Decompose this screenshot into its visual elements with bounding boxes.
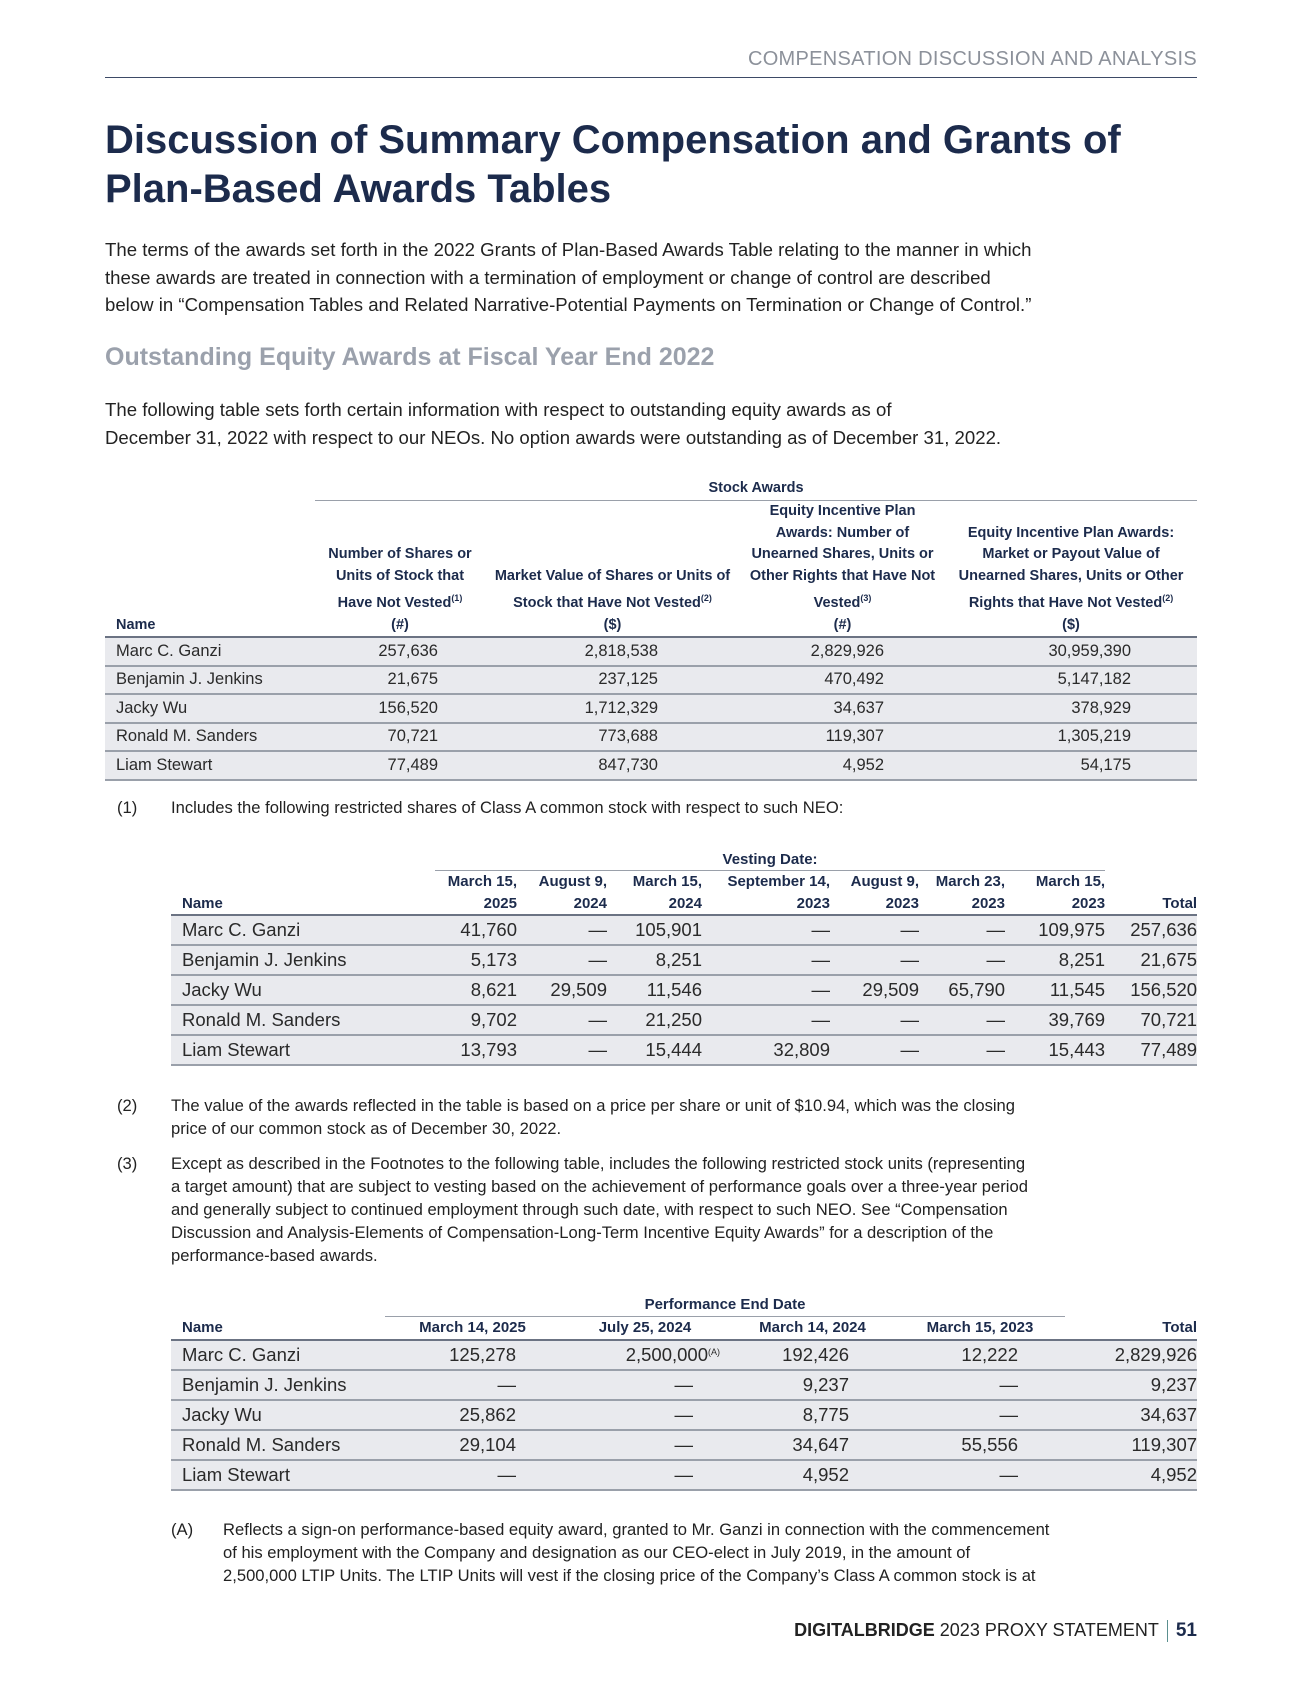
- row-name: Jacky Wu: [171, 975, 435, 1005]
- row-name: Liam Stewart: [105, 751, 315, 780]
- cell-value: 2,818,538: [485, 637, 740, 666]
- cell-value: —: [702, 975, 830, 1005]
- cell-value: [730, 1340, 895, 1370]
- cell-value: [1065, 1430, 1197, 1460]
- paragraph-line: The following table sets forth certain information with respect to outstanding equity awards as of: [105, 399, 892, 420]
- header-line: 2023: [1071, 894, 1106, 912]
- column-header: [702, 871, 830, 916]
- cell-value: [385, 1460, 560, 1490]
- footnote-line: and generally subject to continued employment through such date, with respect to such NEO. See “Compensation: [171, 1200, 1008, 1219]
- footnote-line: 2,500,000 LTIP Units. The LTIP Units will vest if the closing price of the Company’s Class A common stock is at: [223, 1566, 1036, 1585]
- page-footer: [794, 1620, 1197, 1642]
- cell-text: —: [999, 1374, 1019, 1395]
- footnote-marker: (2): [117, 1096, 138, 1115]
- cell-text: —: [674, 1404, 693, 1425]
- cell-text: Jacky Wu: [182, 1404, 262, 1425]
- cell-value: 109,975: [1005, 915, 1105, 945]
- footnote-ref: (A): [708, 1347, 720, 1357]
- cell-value: —: [702, 915, 830, 945]
- cell-value: 41,760: [435, 915, 517, 945]
- footnote-line: price of our common stock as of December 30, 2022.: [171, 1119, 562, 1138]
- cell-value: 21,250: [607, 1005, 702, 1035]
- cell-value: [895, 1370, 1065, 1400]
- cell-value: 34,637: [740, 694, 945, 723]
- footnote-3: [117, 1153, 1197, 1273]
- footnote-marker: (A): [171, 1520, 194, 1539]
- cell-value: 11,546: [607, 975, 702, 1005]
- column-header: [1005, 871, 1105, 916]
- column-header: [517, 871, 607, 916]
- cell-text: —: [497, 1464, 516, 1485]
- header-rule: [105, 77, 1197, 78]
- cell-text: 29,104: [459, 1434, 516, 1455]
- row-name: Benjamin J. Jenkins: [171, 945, 435, 975]
- footnote-line: Reflects a sign-on performance-based equity award, granted to Mr. Ganzi in connection with the commencement: [223, 1520, 1050, 1539]
- cell-value: [560, 1430, 730, 1460]
- header-line: March 15,: [632, 873, 702, 890]
- cell-value: —: [919, 945, 1005, 975]
- column-header: March 15, 2023: [895, 1317, 1065, 1341]
- table-row: [171, 975, 1197, 1005]
- footnote-ref: (2): [700, 592, 712, 603]
- header-line: 2023: [971, 894, 1005, 912]
- cell-text: —: [674, 1374, 693, 1395]
- header-line: 2023: [796, 894, 830, 912]
- header-line: August 9,: [850, 873, 919, 890]
- footnote-line: a target amount) that are subject to vesting based on the achievement of performance goals over a three-year period: [171, 1177, 1028, 1196]
- row-name: [171, 1400, 385, 1430]
- cell-value: —: [919, 1035, 1005, 1065]
- group-header-performance-end-date: Performance End Date: [385, 1292, 1065, 1317]
- row-name: Ronald M. Sanders: [105, 723, 315, 752]
- restricted-shares-vesting-table: [171, 848, 1197, 1066]
- cell-text: 34,637: [1140, 1404, 1198, 1425]
- cell-value: [895, 1340, 1065, 1370]
- table-row: [171, 1370, 1197, 1400]
- header-line: 2023: [885, 894, 919, 912]
- paragraph-line: The terms of the awards set forth in the 2022 Grants of Plan-Based Awards Table relating to the manner in which: [105, 239, 1032, 260]
- header-text: Equity Incentive Plan Awards: Market or Payout Value of Unearned Shares, Units or Other Rights that Have Not Vested: [958, 524, 1184, 611]
- column-header: [919, 871, 1005, 916]
- title-line: Plan-Based Awards Tables: [105, 167, 612, 211]
- table-row: [105, 694, 1197, 723]
- cell-value: [895, 1400, 1065, 1430]
- cell-text: Marc C. Ganzi: [182, 1344, 301, 1365]
- table-row: [171, 1340, 1197, 1370]
- cell-value: —: [517, 945, 607, 975]
- column-header: July 25, 2024: [560, 1317, 730, 1341]
- cell-text: —: [497, 1374, 516, 1395]
- footnote-marker: (3): [117, 1154, 138, 1173]
- cell-text: 12,222: [961, 1344, 1019, 1365]
- row-name: Ronald M. Sanders: [171, 1005, 435, 1035]
- row-name: [171, 1340, 385, 1370]
- cell-value: 378,929: [945, 694, 1197, 723]
- cell-value: 773,688: [485, 723, 740, 752]
- header-text: Equity Incentive Plan Awards: Number of Unearned Shares, Units or Other Rights that Have Not Vested: [749, 503, 936, 611]
- column-header: [315, 501, 485, 638]
- cell-value: —: [830, 945, 919, 975]
- cell-value: 39,769: [1005, 1005, 1105, 1035]
- cell-value: [385, 1400, 560, 1430]
- column-header: [171, 871, 435, 916]
- cell-value: —: [919, 915, 1005, 945]
- table-row: [171, 1400, 1197, 1430]
- header-text: Market Value of Shares or Units of Stock that Have Not Vested: [494, 568, 731, 611]
- footnote-2: [117, 1095, 1197, 1143]
- cell-value: 11,545: [1005, 975, 1105, 1005]
- row-name: Liam Stewart: [171, 1035, 435, 1065]
- cell-value: 119,307: [740, 723, 945, 752]
- row-name: [171, 1370, 385, 1400]
- footnote-1: [117, 797, 1197, 821]
- cell-value: 105,901: [607, 915, 702, 945]
- cell-value: 2,829,926: [740, 637, 945, 666]
- running-header: COMPENSATION DISCUSSION AND ANALYSIS: [747, 48, 1197, 70]
- cell-value: 1,712,329: [485, 694, 740, 723]
- cell-value: [1065, 1340, 1197, 1370]
- cell-value: 21,675: [315, 666, 485, 695]
- table-row: [105, 637, 1197, 666]
- header-text: Number of Shares or Units of Stock that Have Not Vested: [328, 546, 472, 611]
- cell-text: 34,647: [792, 1434, 849, 1455]
- table-intro-paragraph: [105, 396, 1001, 451]
- cell-value: 156,520: [1105, 975, 1197, 1005]
- cell-text: 4,952: [802, 1464, 849, 1485]
- column-header: [1105, 871, 1197, 916]
- cell-value: 29,509: [830, 975, 919, 1005]
- cell-value: [1065, 1400, 1197, 1430]
- cell-value: [385, 1340, 560, 1370]
- cell-value: 70,721: [1105, 1005, 1197, 1035]
- group-header-vesting-date: Vesting Date:: [435, 848, 1105, 871]
- paragraph-line: these awards are treated in connection with a termination of employment or change of control are described: [105, 266, 991, 288]
- cell-text: 8,775: [802, 1404, 849, 1425]
- cell-value: 13,793: [435, 1035, 517, 1065]
- cell-value: 257,636: [315, 637, 485, 666]
- paragraph-line: December 31, 2022 with respect to our NEOs. No option awards were outstanding as of December 31, 2022.: [105, 426, 1002, 448]
- cell-value: 8,251: [1005, 945, 1105, 975]
- column-header: March 14, 2025: [385, 1317, 560, 1341]
- cell-text: 55,556: [961, 1434, 1019, 1455]
- paragraph-line: below in “Compensation Tables and Related Narrative-Potential Payments on Termination or Change of Control.”: [105, 294, 1032, 316]
- table-row: [171, 915, 1197, 945]
- cell-text: —: [674, 1434, 693, 1455]
- cell-text: —: [999, 1404, 1019, 1425]
- footer-document: 2023 PROXY STATEMENT: [939, 1620, 1159, 1640]
- header-unit: ($): [1062, 616, 1080, 633]
- cell-value: —: [830, 1035, 919, 1065]
- cell-text: 2,829,926: [1114, 1344, 1198, 1365]
- cell-value: [560, 1460, 730, 1490]
- header-line: Total: [1162, 894, 1198, 912]
- cell-value: [560, 1400, 730, 1430]
- cell-value: 21,675: [1105, 945, 1197, 975]
- column-header: [435, 871, 517, 916]
- row-name: [171, 1430, 385, 1460]
- table-row: [171, 1005, 1197, 1035]
- footnote-text: Includes the following restricted shares of Class A common stock with respect to such NEO:: [171, 798, 844, 817]
- cell-value: —: [517, 915, 607, 945]
- table-row: [171, 1035, 1197, 1065]
- footer-company: DIGITALBRIDGE: [794, 1620, 935, 1640]
- page-number: 51: [1175, 1620, 1197, 1641]
- cell-value: 257,636: [1105, 915, 1197, 945]
- cell-text: 9,237: [802, 1374, 849, 1395]
- cell-value: [730, 1400, 895, 1430]
- cell-value: —: [517, 1005, 607, 1035]
- cell-text: 192,426: [782, 1344, 849, 1365]
- row-name: Marc C. Ganzi: [105, 637, 315, 666]
- cell-value: [560, 1370, 730, 1400]
- cell-value: 70,721: [315, 723, 485, 752]
- cell-value: 4,952: [740, 751, 945, 780]
- cell-value: —: [919, 1005, 1005, 1035]
- header-line: 2024: [668, 894, 702, 912]
- cell-value: 8,251: [607, 945, 702, 975]
- cell-value: 9,702: [435, 1005, 517, 1035]
- header-unit: ($): [603, 616, 622, 633]
- header-line: September 14,: [727, 873, 830, 890]
- header-unit: (#): [391, 616, 409, 633]
- column-header: Name: [171, 1317, 385, 1341]
- cell-value: 15,443: [1005, 1035, 1105, 1065]
- intro-paragraph: [105, 236, 1031, 319]
- table-row: [171, 945, 1197, 975]
- footnote-line: Discussion and Analysis-Elements of Compensation-Long-Term Incentive Equity Awards” for a description of the: [171, 1223, 994, 1242]
- section-heading: Outstanding Equity Awards at Fiscal Year End 2022: [105, 343, 715, 371]
- table-row: [171, 1430, 1197, 1460]
- column-header: [105, 501, 315, 638]
- cell-value: 470,492: [740, 666, 945, 695]
- outstanding-equity-awards-table: [105, 476, 1197, 781]
- footer-divider: [1167, 1620, 1168, 1642]
- cell-text: 119,307: [1131, 1434, 1198, 1455]
- page-title: [105, 116, 1121, 214]
- cell-value: —: [517, 1035, 607, 1065]
- row-name: [171, 1460, 385, 1490]
- performance-rsu-table: [171, 1292, 1197, 1491]
- footnote-line: of his employment with the Company and designation as our CEO-elect in July 2019, in the amount of: [223, 1543, 971, 1562]
- title-line: Discussion of Summary Compensation and Grants of: [105, 118, 1121, 162]
- cell-value: [560, 1340, 730, 1370]
- cell-value: [895, 1430, 1065, 1460]
- cell-value: 237,125: [485, 666, 740, 695]
- footnote-ref: (3): [860, 592, 872, 603]
- header-line: Name: [182, 894, 223, 912]
- cell-value: 77,489: [1105, 1035, 1197, 1065]
- cell-text: 25,862: [459, 1404, 516, 1425]
- cell-value: 65,790: [919, 975, 1005, 1005]
- cell-text: 125,278: [449, 1344, 516, 1365]
- cell-value: [385, 1370, 560, 1400]
- header-text: Name: [116, 616, 156, 633]
- cell-value: 32,809: [702, 1035, 830, 1065]
- column-header: [740, 501, 945, 638]
- row-name: Jacky Wu: [105, 694, 315, 723]
- header-line: 2024: [573, 894, 607, 912]
- header-line: March 15,: [447, 873, 517, 890]
- footnote-marker: (1): [117, 798, 138, 817]
- footnote-ref: (2): [1162, 592, 1174, 603]
- cell-value: —: [702, 1005, 830, 1035]
- header-line: 2025: [483, 894, 517, 912]
- column-header: [830, 871, 919, 916]
- footnote-line: Except as described in the Footnotes to the following table, includes the following restricted stock units (representing: [171, 1154, 1026, 1173]
- header-line: August 9,: [538, 873, 607, 890]
- cell-text: —: [674, 1464, 693, 1485]
- cell-value: [1065, 1370, 1197, 1400]
- row-name: Marc C. Ganzi: [171, 915, 435, 945]
- table-row: [105, 666, 1197, 695]
- cell-text: —: [999, 1464, 1019, 1485]
- cell-value: 54,175: [945, 751, 1197, 780]
- cell-value: 77,489: [315, 751, 485, 780]
- cell-value: —: [830, 1005, 919, 1035]
- cell-text: 4,952: [1150, 1464, 1198, 1485]
- cell-value: 30,959,390: [945, 637, 1197, 666]
- footnote-line: The value of the awards reflected in the table is based on a price per share or unit of $10.94, which was the closing: [171, 1096, 1016, 1115]
- cell-value: [730, 1460, 895, 1490]
- cell-value: 156,520: [315, 694, 485, 723]
- group-header-stock-awards: Stock Awards: [315, 476, 1197, 501]
- column-header: [607, 871, 702, 916]
- header-line: March 15,: [1035, 873, 1106, 890]
- cell-value: [1065, 1460, 1197, 1490]
- column-header: March 14, 2024: [730, 1317, 895, 1341]
- cell-value: 8,621: [435, 975, 517, 1005]
- cell-value: [730, 1370, 895, 1400]
- cell-value: [385, 1430, 560, 1460]
- cell-text: 9,237: [1150, 1374, 1198, 1395]
- header-line: March 23,: [935, 873, 1005, 890]
- row-name: Benjamin J. Jenkins: [105, 666, 315, 695]
- footnote-ref: (1): [451, 592, 463, 603]
- header-unit: (#): [833, 616, 852, 633]
- table-row: [105, 723, 1197, 752]
- cell-value: 847,730: [485, 751, 740, 780]
- cell-value: 5,173: [435, 945, 517, 975]
- footnote-line: performance-based awards.: [171, 1246, 378, 1265]
- column-header: [945, 501, 1197, 638]
- cell-text: Liam Stewart: [182, 1464, 290, 1485]
- table-row: [171, 1460, 1197, 1490]
- table-row: [105, 751, 1197, 780]
- cell-value: [730, 1430, 895, 1460]
- column-header: Total: [1065, 1317, 1197, 1341]
- cell-value: 29,509: [517, 975, 607, 1005]
- cell-value: 15,444: [607, 1035, 702, 1065]
- footnote-a: [171, 1519, 1197, 1589]
- cell-value: [895, 1460, 1065, 1490]
- column-header: [485, 501, 740, 638]
- cell-text: 2,500,000: [625, 1344, 708, 1365]
- cell-text: Benjamin J. Jenkins: [182, 1374, 347, 1395]
- cell-text: Ronald M. Sanders: [182, 1434, 341, 1455]
- cell-value: 1,305,219: [945, 723, 1197, 752]
- cell-value: —: [702, 945, 830, 975]
- cell-value: 5,147,182: [945, 666, 1197, 695]
- cell-value: —: [830, 915, 919, 945]
